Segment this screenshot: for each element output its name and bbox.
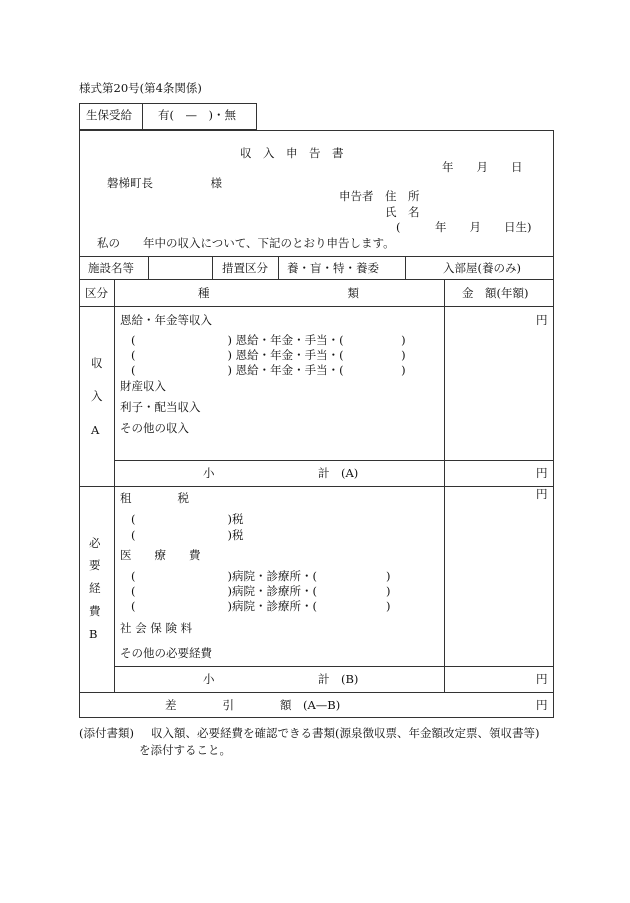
attachment-label: (添付書類) [79,726,134,740]
income-label-2: 入 [91,389,103,403]
attachment-line-2: を添付すること。 [139,743,231,757]
facility-row-top [79,256,554,257]
measure-label: 措置区分 [222,261,268,275]
medical-line[interactable]: ( )病院・診療所・( ) [131,569,391,583]
column-header-top [79,279,554,280]
tax-heading: 租 税 [120,491,189,505]
welfare-divider [142,103,143,130]
income-label-3: A [91,423,100,437]
expense-subtotal-top [114,666,554,667]
date-field[interactable]: 年 月 日 [442,160,523,174]
expense-label-2: 要 [89,558,101,572]
pension-line[interactable]: ( ) 恩給・年金・手当・( ) [131,363,406,377]
facility-divider-1 [148,256,149,279]
income-amount-unit[interactable]: 円 [536,313,548,327]
category-header: 区分 [85,286,108,300]
birth-date-field[interactable]: ( 年 月 日生) [396,220,532,234]
addressee: 磐梯町長 様 [107,176,222,190]
income-subtotal-unit[interactable]: 円 [536,466,548,480]
welfare-label: 生保受給 [86,108,132,122]
expenses-top [79,486,554,487]
income-label-1: 収 [91,356,103,370]
expense-label-3: 経 [89,581,101,595]
social-insurance: 社 会 保 険 料 [120,621,193,635]
attachment-line-1: 収入額、必要経費を確認できる書類(源泉徴収票、年金額改定票、領収書等) [151,726,540,740]
expense-label-1: 必 [89,536,101,550]
declarant-address-label[interactable]: 申告者 住 所 [339,189,420,203]
pension-line[interactable]: ( ) 恩給・年金・手当・( ) [131,333,406,347]
pension-line[interactable]: ( ) 恩給・年金・手当・( ) [131,348,406,362]
facility-divider-3 [278,256,279,279]
type-header: 種 類 [198,286,359,300]
income-subtotal-label: 小 計 (A) [203,466,359,480]
room-label: 入部屋(養のみ) [443,261,521,275]
form-title: 収 入 申 告 書 [240,146,344,160]
expense-subtotal-unit[interactable]: 円 [536,672,548,686]
medical-line[interactable]: ( )病院・診療所・( ) [131,584,391,598]
declaration-statement: 私の 年中の収入について、下記のとおり申告します。 [97,236,395,250]
difference-label: 差 引 額 (A—B) [165,698,341,712]
other-expenses: その他の必要経費 [120,646,212,660]
facility-divider-4 [405,256,406,279]
tax-line[interactable]: ( )税 [131,528,244,542]
income-subtotal-top [114,460,554,461]
facility-name-label: 施設名等 [88,261,134,275]
pension-heading: 恩給・年金等収入 [120,313,212,327]
measure-options[interactable]: 養・盲・特・養委 [287,261,379,275]
form-number: 様式第20号(第4条関係) [79,81,202,95]
property-income: 財産収入 [120,379,166,393]
column-header-bottom [79,306,554,307]
expense-amount-unit[interactable]: 円 [536,487,548,501]
expense-label-4: 費 [89,604,101,618]
difference-top [79,692,554,693]
declarant-name-label[interactable]: 氏 名 [385,205,420,219]
difference-unit[interactable]: 円 [536,698,548,712]
amount-header: 金 額(年額) [462,286,529,300]
medical-line[interactable]: ( )病院・診療所・( ) [131,599,391,613]
medical-heading: 医 療 費 [120,548,201,562]
other-income: その他の収入 [120,421,189,435]
expense-label-5: B [89,627,98,641]
facility-divider-2 [212,256,213,279]
welfare-value[interactable]: 有( — )・無 [158,108,236,122]
tax-line[interactable]: ( )税 [131,512,244,526]
interest-income: 利子・配当収入 [120,400,201,414]
expense-subtotal-label: 小 計 (B) [203,672,359,686]
